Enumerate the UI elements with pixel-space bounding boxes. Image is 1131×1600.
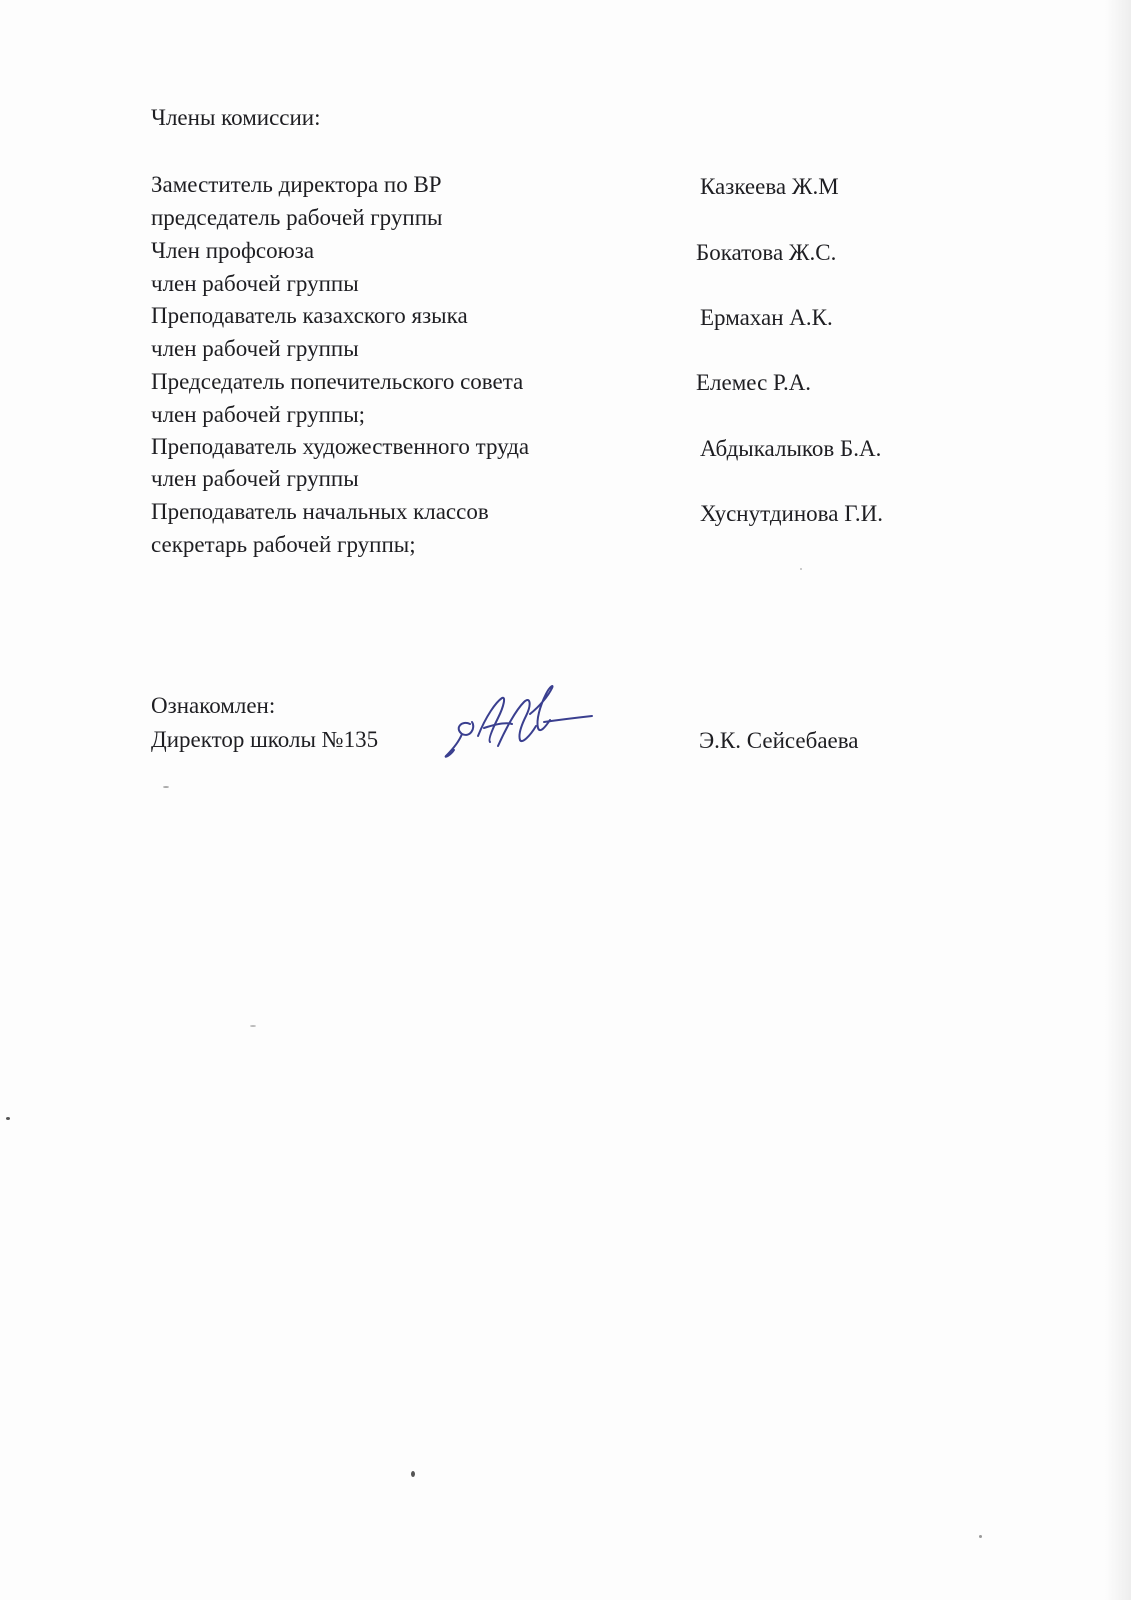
director-position: Директор школы №135 (151, 727, 379, 752)
scan-speck (800, 568, 802, 570)
director-signature (440, 676, 600, 766)
member-name: Елемес Р.А. (696, 370, 812, 395)
commission-heading: Члены комиссии: (151, 105, 321, 130)
member-role: Председатель попечительского совета (151, 369, 524, 394)
member-group-role: член рабочей группы (151, 336, 359, 361)
member-role: Преподаватель начальных классов (151, 499, 489, 524)
acknowledged-label: Ознакомлен: (151, 693, 276, 718)
scan-speck (250, 1025, 256, 1027)
member-name: Казкеева Ж.М (700, 174, 839, 199)
member-name: Хуснутдинова Г.И. (700, 501, 884, 526)
member-role: Преподаватель художественного труда (151, 434, 530, 459)
member-group-role: председатель рабочей группы (151, 205, 443, 230)
director-name: Э.К. Сейсебаева (699, 728, 859, 753)
member-name: Ермахан А.К. (700, 305, 833, 330)
member-name: Абдыкалыков Б.А. (700, 436, 882, 461)
page-edge-shadow (1105, 0, 1131, 1600)
member-group-role: член рабочей группы (151, 466, 359, 491)
member-name: Бокатова Ж.С. (696, 240, 837, 265)
member-role: Член профсоюза (151, 238, 315, 263)
scan-speck (411, 1471, 415, 1477)
scan-speck (163, 786, 169, 788)
scan-speck (6, 1117, 10, 1120)
scan-speck (979, 1535, 982, 1538)
member-group-role: секретарь рабочей группы; (151, 532, 416, 557)
member-group-role: член рабочей группы (151, 271, 359, 296)
member-group-role: член рабочей группы; (151, 402, 366, 427)
member-role: Заместитель директора по ВР (151, 172, 442, 197)
member-role: Преподаватель казахского языка (151, 303, 468, 328)
